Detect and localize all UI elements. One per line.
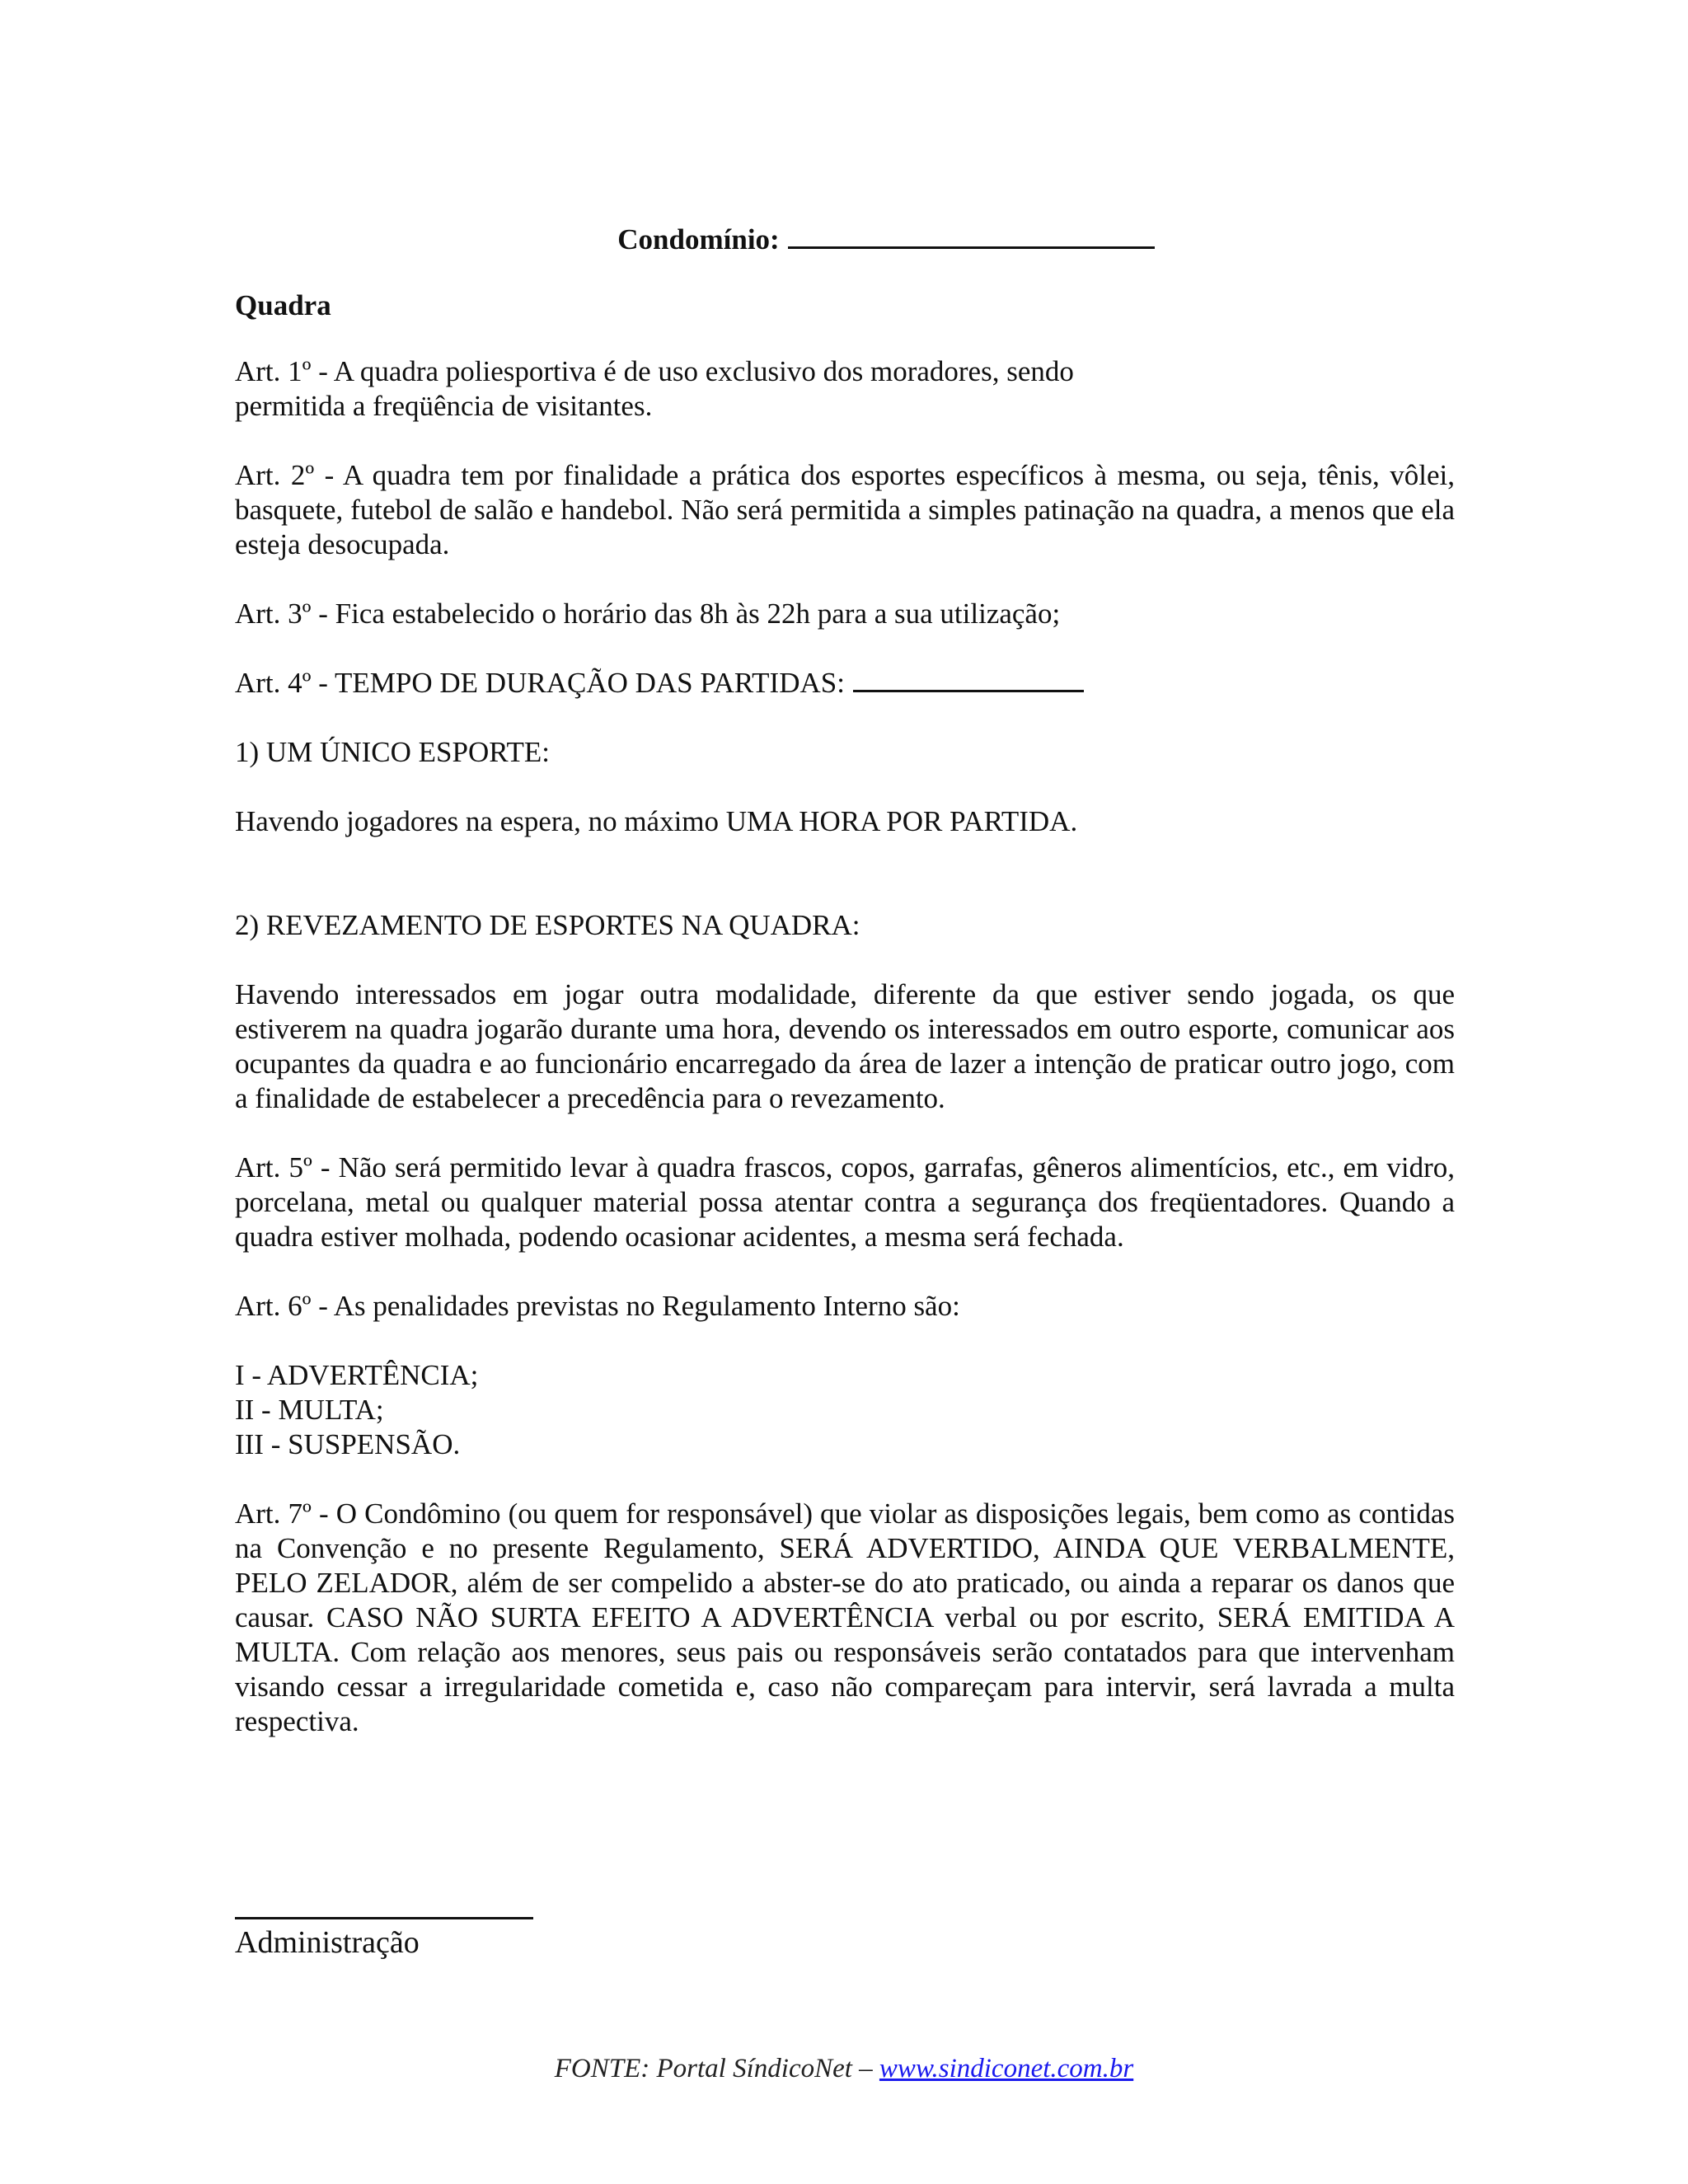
footer-source-text: FONTE: Portal SíndicoNet –	[554, 2054, 873, 2083]
article-4	[235, 666, 1455, 701]
article-4-item-2-text: Havendo interessados em jogar outra modalidade, diferente da que estiver sendo jogada, os que estiverem na quadra jogarão durante uma hora, devendo os interessados em outro esporte, comunicar aos ocupantes da quadra e ao funcionário encarregado da área de lazer a intenção de praticar outro jogo, com a finalidade de estabelecer a precedência para o revezamento.	[235, 978, 1455, 1114]
article-5: Art. 5º - Não será permitido levar à quadra frascos, copos, garrafas, gêneros alimentícios, etc., em vidro, porcelana, metal ou qualquer material possa atentar contra a segurança dos freqüentadores. Quando a quadra estiver molhada, podendo ocasionar acidentes, a mesma será fechada.	[235, 1151, 1455, 1253]
section-heading: Quadra	[235, 289, 331, 321]
signature-line	[235, 1887, 533, 1919]
article-1: Art. 1º - A quadra poliesportiva é de uso exclusivo dos moradores, sendo permitida a freqüência de visitantes.	[235, 355, 1074, 422]
list-item: I - ADVERTÊNCIA;	[235, 1359, 479, 1391]
article-4-blank-line	[853, 667, 1084, 692]
article-4-item-2-heading: 2) REVEZAMENTO DE ESPORTES NA QUADRA:	[235, 909, 860, 941]
article-2: Art. 2º - A quadra tem por finalidade a prática dos esportes específicos à mesma, ou seja, tênis, vôlei, basquete, futebol de salão e handebol. Não será permitida a simples patinação na quadra, a menos que ela esteja desocupada.	[235, 459, 1455, 560]
signature-label: Administração	[235, 1925, 420, 1960]
list-item: II - MULTA;	[235, 1394, 384, 1426]
article-7: Art. 7º - O Condômino (ou quem for responsável) que violar as disposições legais, bem como as contidas na Convenção e no presente Regulamento, SERÁ ADVERTIDO, AINDA QUE VERBALMENTE, PELO ZELADOR, além de ser compelido a abster-se do ato praticado, ou ainda a reparar os danos que causar. CASO NÃO SURTA EFEITO A ADVERTÊNCIA verbal ou por escrito, SERÁ EMITIDA A MULTA. Com relação aos menores, seus pais ou responsáveis serão contatados para que intervenham visando cessar a irregularidade cometida e, caso não compareçam para intervir, será lavrada a multa respectiva.	[235, 1497, 1455, 1737]
penalties-list	[235, 1358, 1455, 1462]
signature-block	[235, 1887, 533, 1961]
list-item: III - SUSPENSÃO.	[235, 1428, 461, 1460]
article-4-item-1-text: Havendo jogadores na espera, no máximo UMA HORA POR PARTIDA.	[235, 805, 1078, 837]
document-body	[235, 223, 1455, 1774]
footer-source	[0, 2054, 1688, 2084]
article-4-item-1-heading: 1) UM ÚNICO ESPORTE:	[235, 736, 550, 768]
page-title	[235, 223, 1455, 257]
article-3: Art. 3º - Fica estabelecido o horário das 8h às 22h para a sua utilização;	[235, 598, 1061, 630]
footer-link[interactable]: www.sindiconet.com.br	[879, 2054, 1134, 2083]
condominio-label: Condomínio:	[617, 223, 780, 255]
article-4-text: Art. 4º - TEMPO DE DURAÇÃO DAS PARTIDAS:	[235, 667, 845, 699]
condominio-blank-line	[788, 223, 1155, 249]
article-6: Art. 6º - As penalidades previstas no Regulamento Interno são:	[235, 1290, 960, 1322]
